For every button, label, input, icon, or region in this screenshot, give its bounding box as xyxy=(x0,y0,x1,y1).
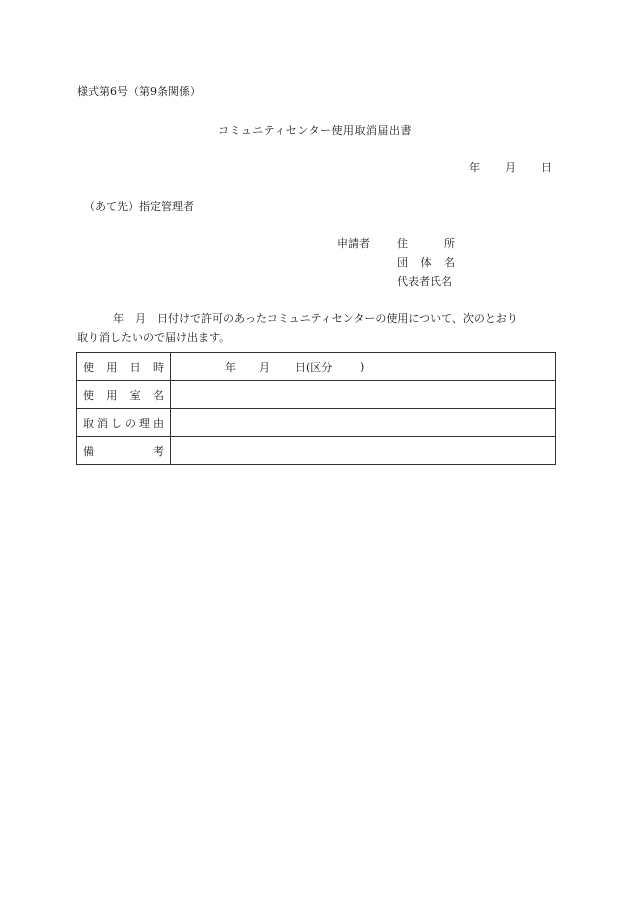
usage-year-label: 年 xyxy=(225,360,236,374)
table-row xyxy=(77,409,556,437)
usage-section-close: ) xyxy=(360,360,365,373)
group-name-label: 団 体 名 xyxy=(397,256,455,269)
table-row xyxy=(77,353,556,381)
remarks-field[interactable] xyxy=(171,437,556,465)
details-table xyxy=(76,352,556,465)
date-month-label: 月 xyxy=(505,161,516,174)
document-title: コミュニティセンター使用取消届出書 xyxy=(218,124,412,137)
address-label: 住 所 xyxy=(397,237,455,250)
table-row xyxy=(77,437,556,465)
row-label-remarks: 備 考 xyxy=(77,437,171,465)
form-number: 様式第6号（第9条関係） xyxy=(77,85,201,98)
representative-name-label: 代表者氏名 xyxy=(397,275,452,288)
date-year-label: 年 xyxy=(469,161,480,174)
row-label-usage-datetime: 使 用 日 時 xyxy=(77,353,171,381)
usage-datetime-field[interactable] xyxy=(171,353,556,381)
date-day-label: 日 xyxy=(541,161,552,174)
usage-day-section-label: 日(区分 xyxy=(295,360,333,374)
row-label-room-name: 使 用 室 名 xyxy=(77,381,171,409)
body-text-line-2: 取り消したいので届け出ます。 xyxy=(77,331,231,344)
body-text-line-1: 年 月 日付けで許可のあったコミュニティセンターの使用について、次のとおり xyxy=(113,312,518,325)
applicant-label: 申請者 xyxy=(337,237,370,250)
room-name-field[interactable] xyxy=(171,381,556,409)
row-label-cancel-reason: 取 消 し の 理 由 xyxy=(77,409,171,437)
usage-month-label: 月 xyxy=(259,360,270,374)
addressee: （あて先）指定管理者 xyxy=(84,200,194,213)
cancel-reason-field[interactable] xyxy=(171,409,556,437)
table-row xyxy=(77,381,556,409)
